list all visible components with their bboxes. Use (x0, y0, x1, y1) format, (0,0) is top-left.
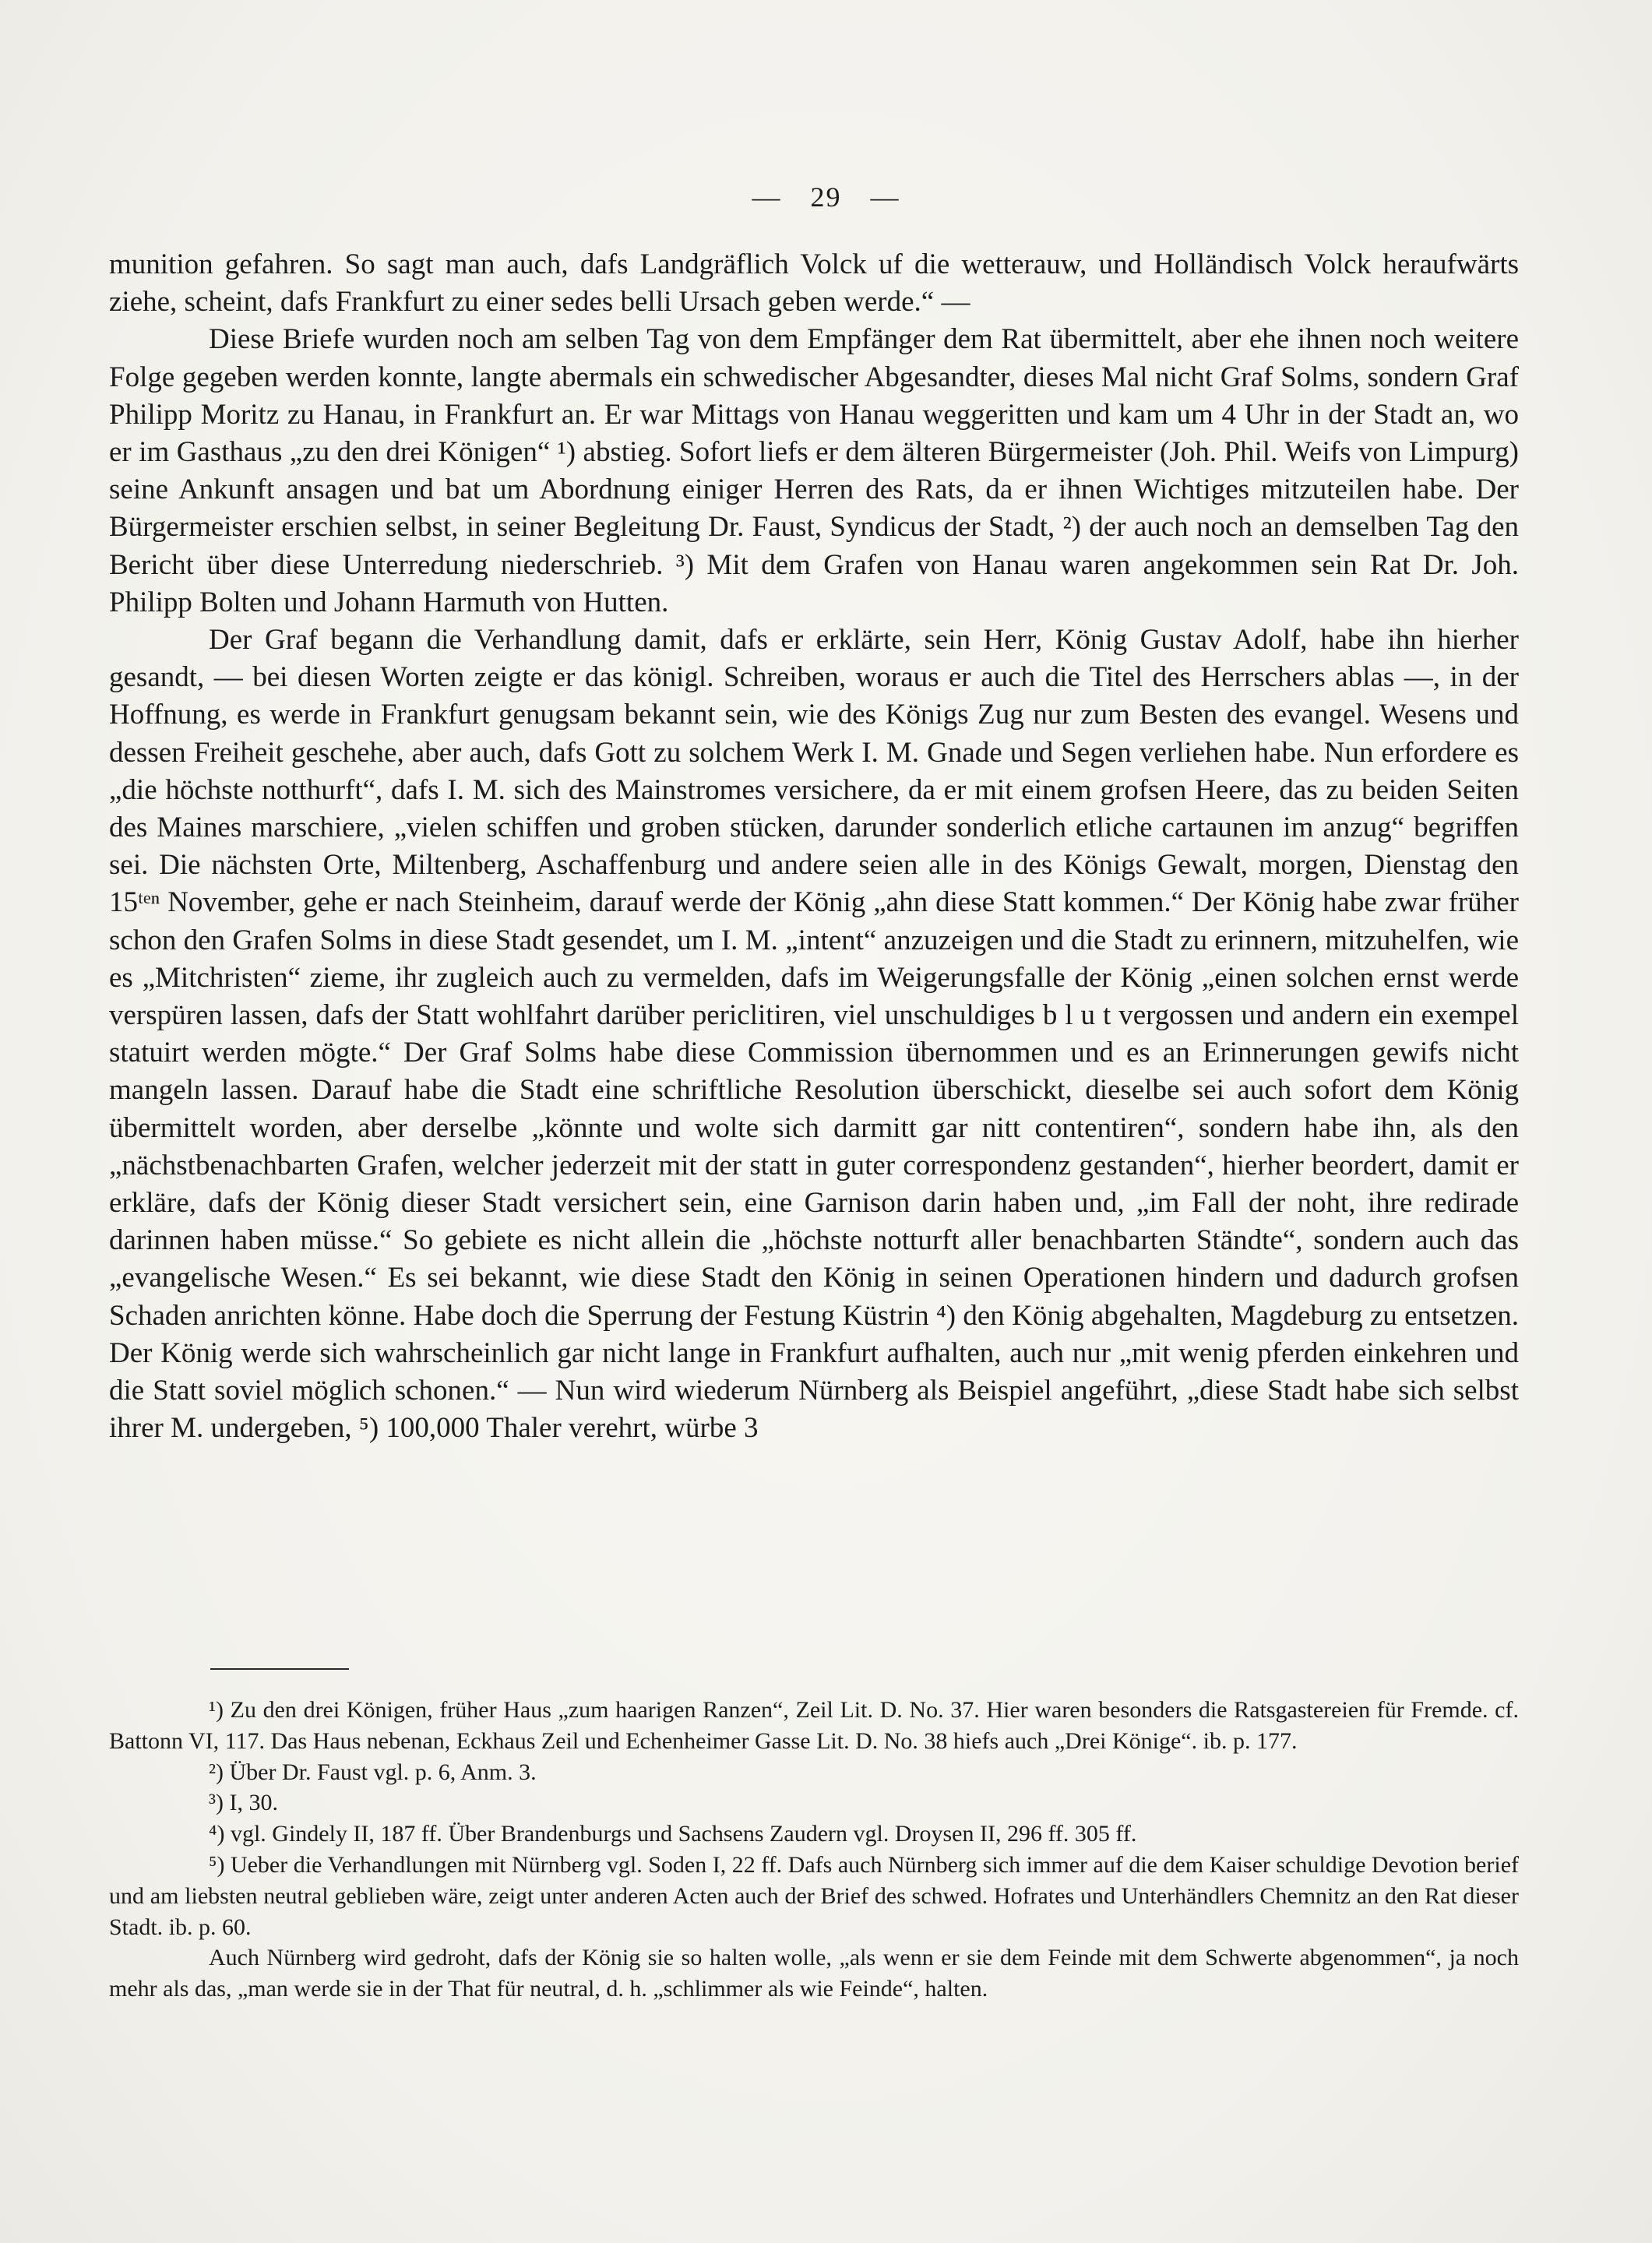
footnote-5: ⁵) Ueber die Verhandlungen mit Nürnberg vgl. Soden I, 22 ff. Dafs auch Nürnberg sich immer auf die dem Kaiser schuldige Devotion berief und am liebsten neutral geblieben wäre, zeigt unter anderen Acten auch der Brief des schwed. Hofrates und Unterhändlers Chemnitz an den Rat dieser Stadt. ib. p. 60. (109, 1851, 1519, 1940)
page-number (0, 181, 1652, 213)
main-text (109, 246, 1519, 1448)
footnote-4: ⁴) vgl. Gindely II, 187 ff. Über Brandenburgs und Sachsens Zaudern vgl. Droysen II, 296 ff. 305 ff. (209, 1821, 1137, 1847)
page-number-dash-right: — (870, 181, 900, 213)
footnote-3: ³) I, 30. (209, 1790, 278, 1816)
footnote-5-continuation: Auch Nürnberg wird gedroht, dafs der König sie so halten wolle, „als wenn er sie dem Feinde mit dem Schwerte abgenommen“, ja noch mehr als das, „man werde sie in der That für neutral, d. h. „schlimmer als wie Feinde“, halten. (109, 1945, 1519, 2002)
page-number-dash-left: — (752, 181, 782, 213)
footnote-2: ²) Über Dr. Faust vgl. p. 6, Anm. 3. (209, 1759, 537, 1785)
paragraph-3: Der Graf begann die Verhandlung damit, dafs er erklärte, sein Herr, König Gustav Adolf, habe ihn hierher gesandt, — bei diesen Worten zeigte er das königl. Schreiben, woraus er auch die Titel des Herrschers ablas —, in der Hoffnung, es werde in Frankfurt genugsam bekannt sein, wie des Königs Zug nur zum Besten des evangel. Wesens und dessen Freiheit geschehe, aber auch, dafs Gott zu solchem Werk I. M. Gnade und Segen verliehen habe. Nun erfordere es „die höchste notthurft“, dafs I. M. sich des Mainstromes versichere, da er mit einem grofsen Heere, das zu beiden Seiten des Maines marschiere, „vielen schiffen und groben stücken, darunder sonderlich etliche cartaunen im anzug“ begriffen sei. Die nächsten Orte, Miltenberg, Aschaffenburg und andere seien alle in des Königs Gewalt, morgen, Dienstag den 15ᵗᵉⁿ November, gehe er nach Steinheim, darauf werde der König „ahn diese Statt kommen.“ Der König habe zwar früher schon den Grafen Solms in diese Stadt gesendet, um I. M. „intent“ anzuzeigen und die Stadt zu erinnern, mitzuhelfen, wie es „Mitchristen“ zieme, ihr zugleich auch zu vermelden, dafs im Weigerungsfalle der König „einen solchen ernst werde verspüren lassen, dafs der Statt wohlfahrt darüber periclitiren, viel unschuldiges b l u t vergossen und andern ein exempel statuirt werden mögte.“ Der Graf Solms habe diese Commission übernommen und es an Erinnerungen gewifs nicht mangeln lassen. Darauf habe die Stadt eine schriftliche Resolution überschickt, dieselbe sei auch sofort dem König übermittelt worden, aber derselbe „könnte und wolte sich darmitt gar nitt contentiren“, sondern habe ihn, als den „nächstbenachbarten Grafen, welcher jederzeit mit der statt in guter correspondenz gestanden“, hierher beordert, damit er erkläre, dafs der König dieser Stadt versichert sein, eine Garnison darin haben und, „im Fall der noht, ihre redirade darinnen haben müsse.“ So gebiete es nicht allein die „höchste notturft aller benachbarten Ständte“, sondern auch das „evangelische Wesen.“ Es sei bekannt, wie diese Stadt den König in seinen Operationen hindern und dadurch grofsen Schaden anrichten könne. Habe doch die Sperrung der Festung Küstrin ⁴) den König abgehalten, Magdeburg zu entsetzen. Der König werde sich wahrscheinlich gar nicht lange in Frankfurt aufhalten, auch nur „mit wenig pferden einkehren und die Statt soviel möglich schonen.“ — Nun wird wiederum Nürnberg als Beispiel angeführt, „diese Stadt habe sich selbst ihrer M. undergeben, ⁵) 100,000 Thaler verehrt, würbe 3 (109, 624, 1519, 1445)
paragraph-2: Diese Briefe wurden noch am selben Tag von dem Empfänger dem Rat übermittelt, aber ehe ihnen noch weitere Folge gegeben werden konnte, langte abermals ein schwedischer Abgesandter, dieses Mal nicht Graf Solms, sondern Graf Philipp Moritz zu Hanau, in Frankfurt an. Er war Mittags von Hanau weggeritten und kam um 4 Uhr in der Stadt an, wo er im Gasthaus „zu den drei Königen“ ¹) abstieg. Sofort liefs er dem älteren Bürgermeister (Joh. Phil. Weifs von Limpurg) seine Ankunft ansagen und bat um Abordnung einiger Herren des Rats, da er ihnen Wichtiges mitzuteilen habe. Der Bürgermeister erschien selbst, in seiner Begleitung Dr. Faust, Syndicus der Stadt, ²) der auch noch an demselben Tag den Bericht über diese Unterredung niederschrieb. ³) Mit dem Grafen von Hanau waren angekommen sein Rat Dr. Joh. Philipp Bolten und Johann Harmuth von Hutten. (109, 323, 1519, 618)
footnote-divider (210, 1668, 349, 1670)
paragraph-1: munition gefahren. So sagt man auch, dafs Landgräflich Volck uf die wetterauw, und Holländisch Volck heraufwärts ziehe, scheint, dafs Frankfurt zu einer sedes belli Ursach geben werde.“ — (109, 248, 1519, 319)
page-number-value: 29 (810, 181, 842, 213)
footnotes (109, 1695, 1519, 2005)
footnote-1: ¹) Zu den drei Königen, früher Haus „zum haarigen Ranzen“, Zeil Lit. D. No. 37. Hier waren besonders die Ratsgastereien für Fremde. cf. Battonn VI, 117. Das Haus nebenan, Eckhaus Zeil und Echenheimer Gasse Lit. D. No. 38 hiefs auch „Drei Könige“. ib. p. 177. (109, 1697, 1519, 1754)
